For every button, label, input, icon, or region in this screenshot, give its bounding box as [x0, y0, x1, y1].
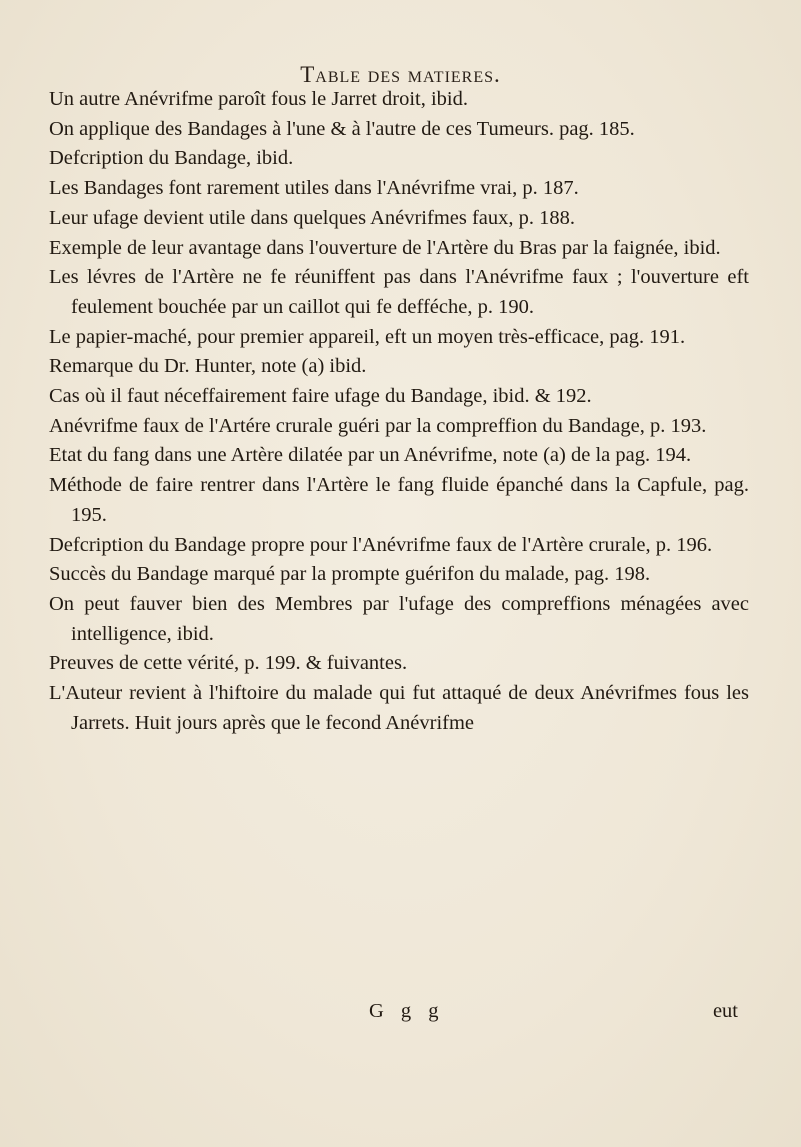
index-entry: Anévrifme faux de l'Artére crurale guéri par la compreffion du Bandage, p. 193.: [49, 414, 707, 437]
index-entry: Un autre Anévrifme paroît fous le Jarret droit, ibid.: [49, 88, 468, 110]
index-entry: On peut fauver bien des Membres par l'ufage des compreffions ménagées avec intelligence, ibid.: [49, 592, 749, 645]
index-entry: Exemple de leur avantage dans l'ouverture de l'Artère du Bras par la faignée, ibid.: [49, 236, 721, 259]
index-entry: Les lévres de l'Artère ne fe réuniffent pas dans l'Anévrifme faux ; l'ouverture eft feulement bouchée par un caillot qui fe defféche, p. 190.: [49, 266, 749, 318]
index-entry: Les Bandages font rarement utiles dans l'Anévrifme vrai, p. 187.: [49, 177, 579, 200]
index-entries: [49, 85, 749, 738]
catchword: eut: [712, 1000, 738, 1022]
index-entry: Preuves de cette vérité, p. 199. & fuivantes.: [49, 652, 408, 675]
index-entry: On applique des Bandages à l'une & à l'autre de ces Tumeurs. pag. 185.: [49, 117, 635, 140]
index-entry: Le papier-maché, pour premier appareil, eft un moyen très-efficace, pag. 191.: [49, 325, 686, 348]
index-entry: Cas où il faut néceffairement faire ufage du Bandage, ibid. & 192.: [49, 385, 592, 408]
index-entry: Defcription du Bandage, ibid.: [49, 147, 294, 170]
index-entry: Etat du fang dans une Artère dilatée par un Anévrifme, note (a) de la pag. 194.: [49, 444, 692, 467]
index-entry: Remarque du Dr. Hunter, note (a) ibid.: [49, 355, 367, 378]
index-entry: Defcription du Bandage propre pour l'Anévrifme faux de l'Artère crurale, p. 196.: [49, 533, 713, 556]
signature-mark: G g g: [369, 1000, 445, 1022]
index-entry: Méthode de faire rentrer dans l'Artère le fang fluide épanché dans la Capfule, pag. 195.: [49, 474, 749, 526]
index-entry: Succès du Bandage marqué par la prompte guérifon du malade, pag. 198.: [49, 563, 651, 586]
index-entry: Leur ufage devient utile dans quelques Anévrifmes faux, p. 188.: [49, 206, 576, 229]
page-footer: [0, 1000, 801, 1032]
index-entry: L'Auteur revient à l'hiftoire du malade qui fut attaqué de deux Anévrifmes fous les Jarrets. Huit jours après que le fecond Anévrifme: [49, 682, 749, 734]
running-head: Table des matieres.: [300, 62, 501, 87]
